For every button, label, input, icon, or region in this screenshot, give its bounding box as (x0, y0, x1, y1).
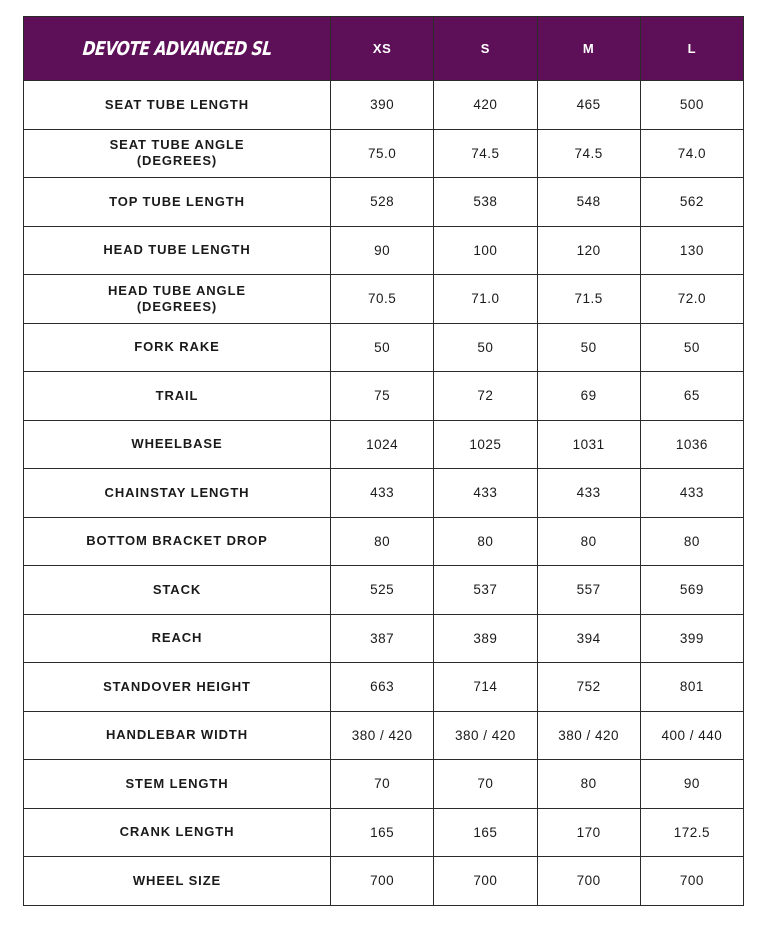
row-value-s: 700 (434, 857, 537, 906)
row-value-xs: 50 (331, 323, 434, 372)
row-value-l: 569 (640, 566, 743, 615)
row-value-xs: 90 (331, 226, 434, 275)
size-header-l: L (640, 17, 743, 81)
table-row (24, 857, 744, 906)
row-label: WHEEL SIZE (24, 857, 331, 906)
row-value-m: 465 (537, 81, 640, 130)
row-value-s: 50 (434, 323, 537, 372)
row-value-l: 433 (640, 469, 743, 518)
row-label: HEAD TUBE ANGLE (DEGREES) (24, 275, 331, 324)
row-label: HEAD TUBE LENGTH (24, 226, 331, 275)
header-row (24, 17, 744, 81)
size-header-xs: XS (331, 17, 434, 81)
row-label: TRAIL (24, 372, 331, 421)
table-row (24, 663, 744, 712)
row-value-xs: 80 (331, 517, 434, 566)
row-value-xs: 75 (331, 372, 434, 421)
table-row (24, 129, 744, 178)
row-value-s: 537 (434, 566, 537, 615)
table-row (24, 323, 744, 372)
row-value-m: 433 (537, 469, 640, 518)
row-value-m: 548 (537, 178, 640, 227)
row-label: HANDLEBAR WIDTH (24, 711, 331, 760)
row-value-xs: 525 (331, 566, 434, 615)
row-value-l: 500 (640, 81, 743, 130)
row-value-m: 80 (537, 517, 640, 566)
size-header-m: M (537, 17, 640, 81)
row-label: CHAINSTAY LENGTH (24, 469, 331, 518)
table-row (24, 760, 744, 809)
model-title-text: DEVOTE ADVANCED SL (81, 37, 273, 60)
row-value-l: 399 (640, 614, 743, 663)
model-title (24, 17, 331, 81)
row-value-m: 700 (537, 857, 640, 906)
table-row (24, 469, 744, 518)
row-value-xs: 70.5 (331, 275, 434, 324)
row-value-l: 700 (640, 857, 743, 906)
row-label: SEAT TUBE LENGTH (24, 81, 331, 130)
row-value-xs: 700 (331, 857, 434, 906)
row-label: CRANK LENGTH (24, 808, 331, 857)
row-value-l: 172.5 (640, 808, 743, 857)
row-value-xs: 390 (331, 81, 434, 130)
row-value-l: 1036 (640, 420, 743, 469)
table-row (24, 372, 744, 421)
table-row (24, 178, 744, 227)
row-value-s: 74.5 (434, 129, 537, 178)
row-value-s: 389 (434, 614, 537, 663)
row-value-l: 400 / 440 (640, 711, 743, 760)
table-row (24, 517, 744, 566)
row-value-l: 801 (640, 663, 743, 712)
row-label: BOTTOM BRACKET DROP (24, 517, 331, 566)
table-row (24, 808, 744, 857)
table-row (24, 614, 744, 663)
geometry-table-header (24, 17, 744, 81)
geometry-table-body (24, 81, 744, 906)
row-value-l: 72.0 (640, 275, 743, 324)
row-value-s: 1025 (434, 420, 537, 469)
row-value-m: 71.5 (537, 275, 640, 324)
row-label: STACK (24, 566, 331, 615)
row-value-xs: 433 (331, 469, 434, 518)
row-value-m: 69 (537, 372, 640, 421)
table-row (24, 420, 744, 469)
row-value-m: 557 (537, 566, 640, 615)
row-value-s: 433 (434, 469, 537, 518)
row-value-l: 74.0 (640, 129, 743, 178)
row-label: WHEELBASE (24, 420, 331, 469)
row-value-l: 80 (640, 517, 743, 566)
row-value-m: 1031 (537, 420, 640, 469)
table-row (24, 566, 744, 615)
row-value-xs: 75.0 (331, 129, 434, 178)
row-value-xs: 387 (331, 614, 434, 663)
row-value-s: 72 (434, 372, 537, 421)
row-value-xs: 70 (331, 760, 434, 809)
row-value-m: 394 (537, 614, 640, 663)
row-value-m: 752 (537, 663, 640, 712)
row-label: STANDOVER HEIGHT (24, 663, 331, 712)
row-value-s: 714 (434, 663, 537, 712)
row-value-s: 80 (434, 517, 537, 566)
row-value-m: 120 (537, 226, 640, 275)
row-label: REACH (24, 614, 331, 663)
row-value-l: 562 (640, 178, 743, 227)
row-label: SEAT TUBE ANGLE (DEGREES) (24, 129, 331, 178)
table-row (24, 711, 744, 760)
row-value-xs: 1024 (331, 420, 434, 469)
geometry-table (23, 16, 744, 906)
table-row (24, 226, 744, 275)
row-value-xs: 380 / 420 (331, 711, 434, 760)
row-value-s: 420 (434, 81, 537, 130)
row-label: STEM LENGTH (24, 760, 331, 809)
row-value-s: 538 (434, 178, 537, 227)
row-value-m: 170 (537, 808, 640, 857)
row-value-l: 50 (640, 323, 743, 372)
row-value-l: 130 (640, 226, 743, 275)
table-row (24, 81, 744, 130)
table-row (24, 275, 744, 324)
row-value-s: 165 (434, 808, 537, 857)
row-value-xs: 663 (331, 663, 434, 712)
row-value-s: 100 (434, 226, 537, 275)
size-header-s: S (434, 17, 537, 81)
row-value-m: 380 / 420 (537, 711, 640, 760)
row-value-m: 80 (537, 760, 640, 809)
row-value-l: 65 (640, 372, 743, 421)
row-value-s: 380 / 420 (434, 711, 537, 760)
row-value-xs: 528 (331, 178, 434, 227)
row-label: TOP TUBE LENGTH (24, 178, 331, 227)
row-value-xs: 165 (331, 808, 434, 857)
row-value-l: 90 (640, 760, 743, 809)
row-value-s: 70 (434, 760, 537, 809)
row-value-s: 71.0 (434, 275, 537, 324)
row-value-m: 50 (537, 323, 640, 372)
row-label: FORK RAKE (24, 323, 331, 372)
row-value-m: 74.5 (537, 129, 640, 178)
